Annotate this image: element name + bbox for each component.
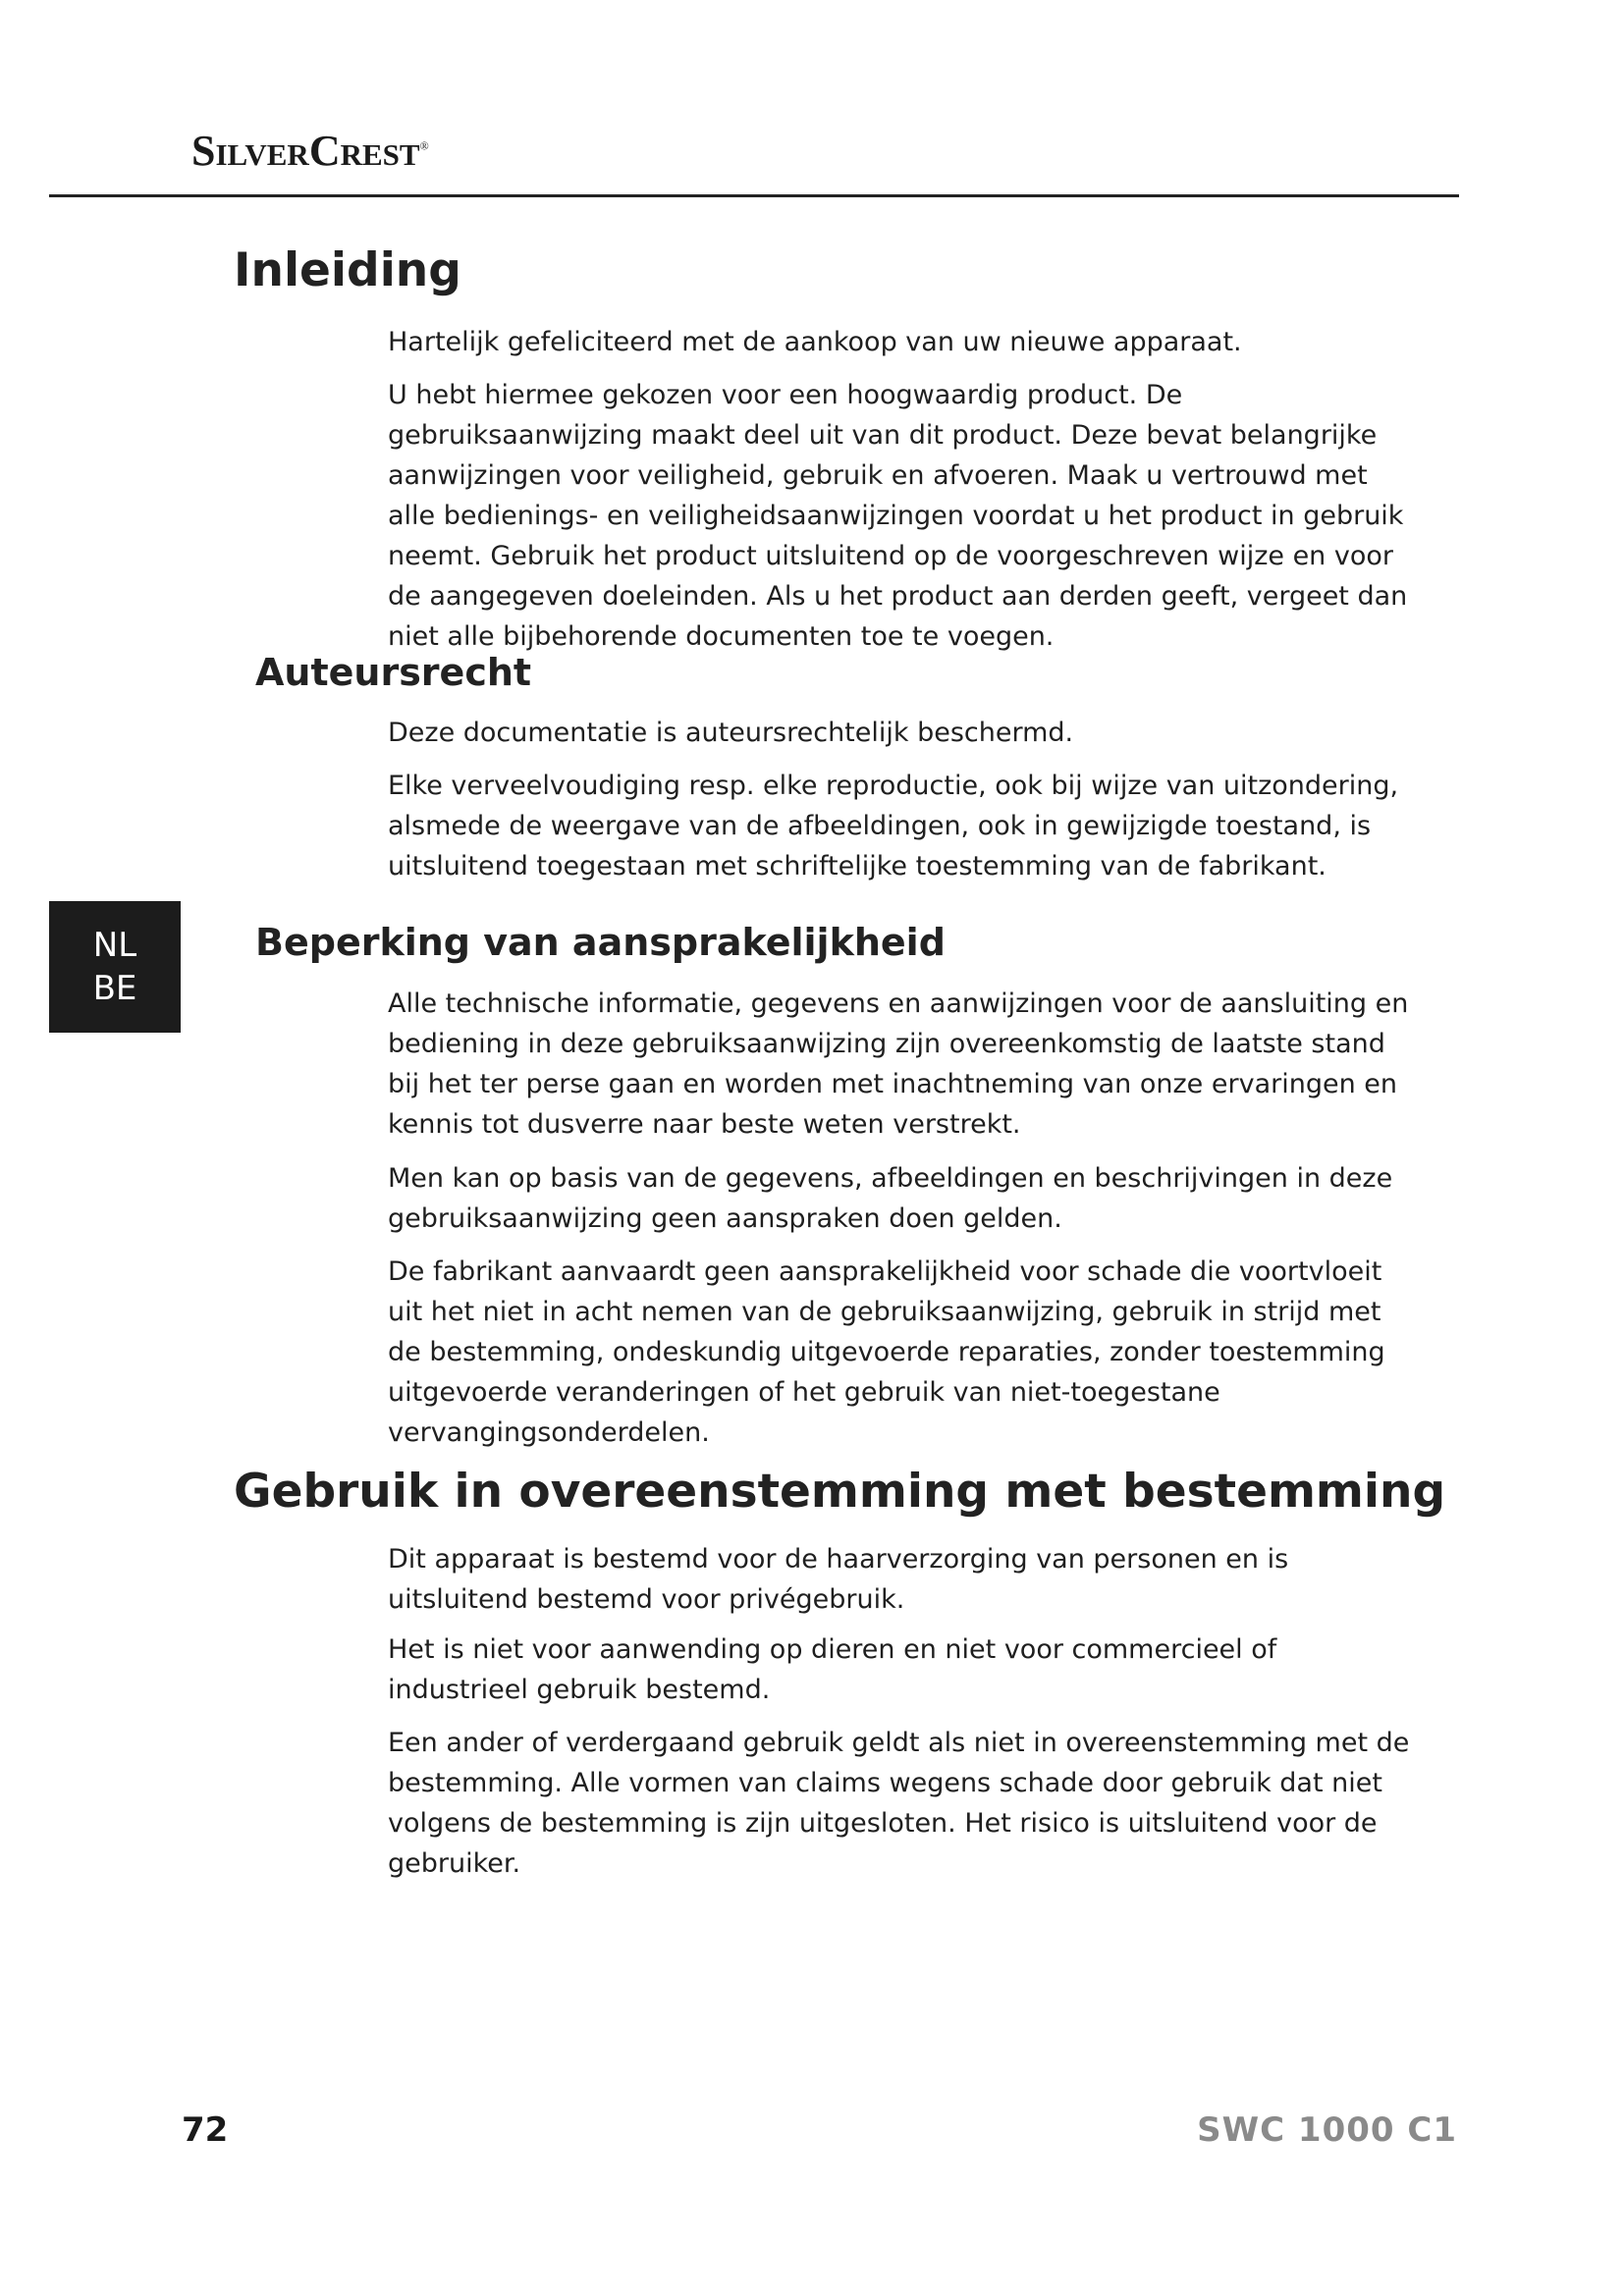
auteursrecht-paragraph-2: Elke verveelvoudiging resp. elke reproductie, ook bij wijze van uitzondering, alsmede de weergave van de afbeeldingen, ook in gewijzigde toestand, is uitsluitend toegestaan met schriftelijke toestemming van de fabrikant. [388, 771, 1399, 881]
gebruik-paragraph-1: Dit apparaat is bestemd voor de haarverzorging van personen en is uitsluitend bestemd voor privégebruik. [388, 1544, 1289, 1615]
inleiding-paragraph-2: U hebt hiermee gekozen voor een hoogwaardig product. De gebruiksaanwijzing maakt deel uit van dit product. Deze bevat belangrijke aanwijzingen voor veiligheid, gebruik en afvoeren. Maak u vertrouwd met alle bedienings- en veiligheidsaanwijzingen voordat u het product in gebruik neemt. Gebruik het product uitsluitend op de voorgeschreven wijze en voor de aangegeven doeleinden. Als u het product aan derden geeft, vergeet dan niet alle bijbehorende documenten toe te voegen. [388, 380, 1408, 652]
heading-auteursrecht: Auteursrecht [255, 651, 532, 694]
language-code-be: BE [92, 969, 137, 1008]
auteursrecht-paragraph-1: Deze documentatie is auteursrechtelijk beschermd. [388, 718, 1074, 748]
language-tab [49, 901, 181, 1033]
model-number: SWC 1000 C1 [1197, 2110, 1457, 2150]
inleiding-paragraph-1: Hartelijk gefeliciteerd met de aankoop van uw nieuwe apparaat. [388, 327, 1242, 357]
brand-name: SilverCrest [191, 127, 420, 175]
heading-inleiding: Inleiding [234, 243, 461, 297]
gebruik-paragraph-3: Een ander of verdergaand gebruik geldt als niet in overeenstemming met de bestemming. Alle vormen van claims wegens schade door gebruik dat niet volgens de bestemming is zijn uitgesloten. Het risico is uitsluitend voor de gebruiker. [388, 1728, 1410, 1879]
heading-beperking: Beperking van aansprakelijkheid [255, 921, 946, 964]
heading-gebruik: Gebruik in overeenstemming met bestemming [234, 1465, 1446, 1519]
page-number: 72 [182, 2110, 229, 2150]
brand-logo [191, 126, 429, 176]
gebruik-paragraph-2: Het is niet voor aanwending op dieren en niet voor commercieel of industrieel gebruik bestemd. [388, 1634, 1277, 1705]
registered-mark: ® [419, 138, 429, 153]
beperking-paragraph-3: De fabrikant aanvaardt geen aansprakelijkheid voor schade die voortvloeit uit het niet in acht nemen van de gebruiksaanwijzing, gebruik in strijd met de bestemming, ondeskundig uitgevoerde reparaties, zonder toestemming uitgevoerde veranderingen of het gebruik van niet-toegestane vervangingsonderdelen. [388, 1256, 1385, 1448]
language-code-nl: NL [92, 926, 137, 965]
beperking-paragraph-2: Men kan op basis van de gegevens, afbeeldingen en beschrijvingen in deze gebruiksaanwijzing geen aanspraken doen gelden. [388, 1163, 1393, 1234]
header-rule [49, 194, 1459, 197]
beperking-paragraph-1: Alle technische informatie, gegevens en aanwijzingen voor de aansluiting en bediening in deze gebruiksaanwijzing zijn overeenkomstig de laatste stand bij het ter perse gaan en worden met inachtneming van onze ervaringen en kennis tot dusverre naar beste weten verstrekt. [388, 988, 1409, 1140]
